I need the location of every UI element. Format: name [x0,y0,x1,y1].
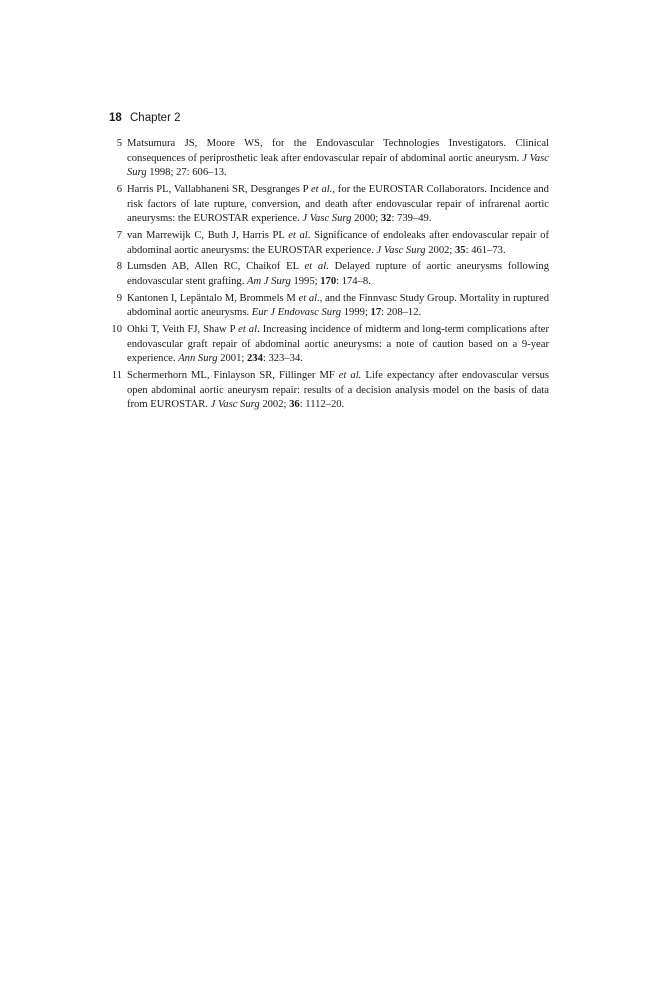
reference-year: 2000 [354,213,376,225]
reference-authors-suffix: . [257,324,260,336]
reference-journal: J Vasc Surg [210,399,260,411]
reference-authors: Ohki T, Veith FJ, Shaw P [127,324,236,336]
reference-volume: 170 [320,275,337,287]
reference-etal: et al [288,229,308,241]
reference-number: 5 [116,138,122,149]
chapter-label: Chapter 2 [130,112,181,124]
reference-pages: 174–8. [341,275,371,287]
reference-title: Incidence and risk factors of late rupture, conversion, and death after endovascular repair of infrarenal aortic aneurysms: the EUROSTAR experience. [127,183,549,225]
reference-list [109,137,549,415]
reference-authors-suffix: . [307,229,311,241]
reference-authors-suffix: . [326,261,329,273]
reference-year: 1998 [149,167,171,179]
reference-volume: 234 [246,353,263,365]
reference-volume: 17 [370,307,382,319]
reference-etal: et al. [338,370,362,382]
reference-pages: 208–12. [386,307,422,319]
reference-authors: Harris PL, Vallabhaneni SR, Desgranges P [127,183,309,195]
reference-text: Matsumura JS, Moore WS, for the Endovascular Technologies Investigators. Clinical consequences of periprosthetic leak after endovascular repair of abdominal aortic aneurysm. J Vasc Surg 1998; 27: 606–13. [127,138,549,179]
reference-etal: et al. [298,292,320,304]
running-head [109,111,181,125]
reference-title: Mortality in ruptured abdominal aortic aneurysms. [127,292,550,319]
reference-text: Lumsden AB, Allen RC, Chaikof EL et al. Delayed rupture of aortic aneurysms following endovascular stent grafting. Am J Surg 1995; 170: 174–8. [127,261,549,287]
reference-item [109,137,549,181]
reference-year: 2001 [220,353,242,365]
reference-number: 6 [116,183,122,195]
reference-etal: et al [304,261,327,273]
reference-authors-suffix: , for the EUROSTAR Collaborators. [332,183,487,195]
reference-journal: Ann Surg [178,353,218,365]
reference-number: 8 [116,261,122,273]
reference-item [109,323,549,367]
reference-pages: 606–13. [192,167,227,179]
reference-item [109,260,549,289]
reference-volume: 36 [289,399,300,411]
reference-etal: et al [238,324,258,336]
reference-authors-suffix: , and the Finnvasc Study Group. [319,292,457,304]
reference-title: Significance of endoleaks after endovascular repair of abdominal aortic aneurysms: the EUROSTAR experience. [127,229,549,256]
reference-authors: Schermerhorn ML, Finlayson SR, Fillinger MF [127,370,335,382]
reference-journal: Am J Surg [247,275,291,287]
reference-title: Increasing incidence of midterm and long-term complications after endovascular graft repair of abdominal aortic aneurysms: a note of caution based on a 9-year experience. [127,324,549,365]
reference-text: van Marrewijk C, Buth J, Harris PL et al. Significance of endoleaks after endovascular repair of abdominal aortic aneurysms: the EUROSTAR experience. J Vasc Surg 2002; 35: 461–73. [127,229,549,256]
reference-authors: Kantonen I, Lepäntalo M, Brommels M [127,292,296,304]
reference-authors: Matsumura JS, Moore WS, for the Endovascular Technologies Investigators. [127,138,507,149]
reference-pages: 461–73. [471,244,506,256]
reference-pages: 1112–20. [305,399,345,411]
reference-authors: van Marrewijk C, Buth J, Harris PL [127,229,285,241]
reference-number: 10 [111,324,122,336]
reference-year: 1999 [343,307,365,319]
reference-volume: 35 [455,244,466,256]
reference-pages: 323–34. [268,353,303,365]
reference-pages: 739–49. [397,213,432,225]
reference-item [109,183,549,227]
reference-journal: J Vasc Surg [127,152,549,179]
reference-title: Delayed rupture of aortic aneurysms following endovascular stent grafting. [127,261,549,287]
reference-year: 1995 [293,275,315,287]
reference-title: Life expectancy after endovascular versus open abdominal aortic aneurysm repair: results of a decision analysis model on the basis of data from EUROSTAR. [127,370,549,411]
reference-text: Ohki T, Veith FJ, Shaw P et al. Increasing incidence of midterm and long-term complications after endovascular graft repair of abdominal aortic aneurysms: a note of caution based on a 9-year experience. Ann Surg 2001; 234: 323–34. [127,324,549,365]
reference-volume: 32 [380,213,392,225]
reference-number: 7 [116,229,122,241]
reference-number: 11 [111,370,122,382]
reference-year: 2002 [262,399,284,411]
reference-number: 9 [116,292,122,304]
reference-text: Schermerhorn ML, Finlayson SR, Fillinger MF et al. Life expectancy after endovascular versus open abdominal aortic aneurysm repair: results of a decision analysis model on the basis of data from EUROSTAR. J Vasc Surg 2002; 36: 1112–20. [127,370,549,411]
reference-year: 2002 [428,244,450,256]
reference-text: Harris PL, Vallabhaneni SR, Desgranges P et al., for the EUROSTAR Collaborators. Incidence and risk factors of late rupture, conversion, and death after endovascular repair of infrarenal aortic aneurysms: the EUROSTAR experience. J Vasc Surg 2000; 32: 739–49. [127,183,549,225]
reference-item [109,292,549,321]
reference-authors: Lumsden AB, Allen RC, Chaikof EL [127,261,299,273]
reference-etal: et al. [310,183,333,195]
reference-volume: 27 [176,167,187,179]
reference-item [109,229,549,258]
reference-item [109,369,549,413]
reference-journal: Eur J Endovasc Surg [251,307,342,319]
reference-title: Clinical consequences of periprosthetic leak after endovascular repair of abdominal aortic aneurysm. [127,138,549,164]
page-number: 18 [109,112,122,124]
reference-journal: J Vasc Surg [376,244,426,256]
reference-journal: J Vasc Surg [302,213,352,225]
reference-text: Kantonen I, Lepäntalo M, Brommels M et al., and the Finnvasc Study Group. Mortality in ruptured abdominal aortic aneurysms. Eur J Endovasc Surg 1999; 17: 208–12. [127,292,550,319]
